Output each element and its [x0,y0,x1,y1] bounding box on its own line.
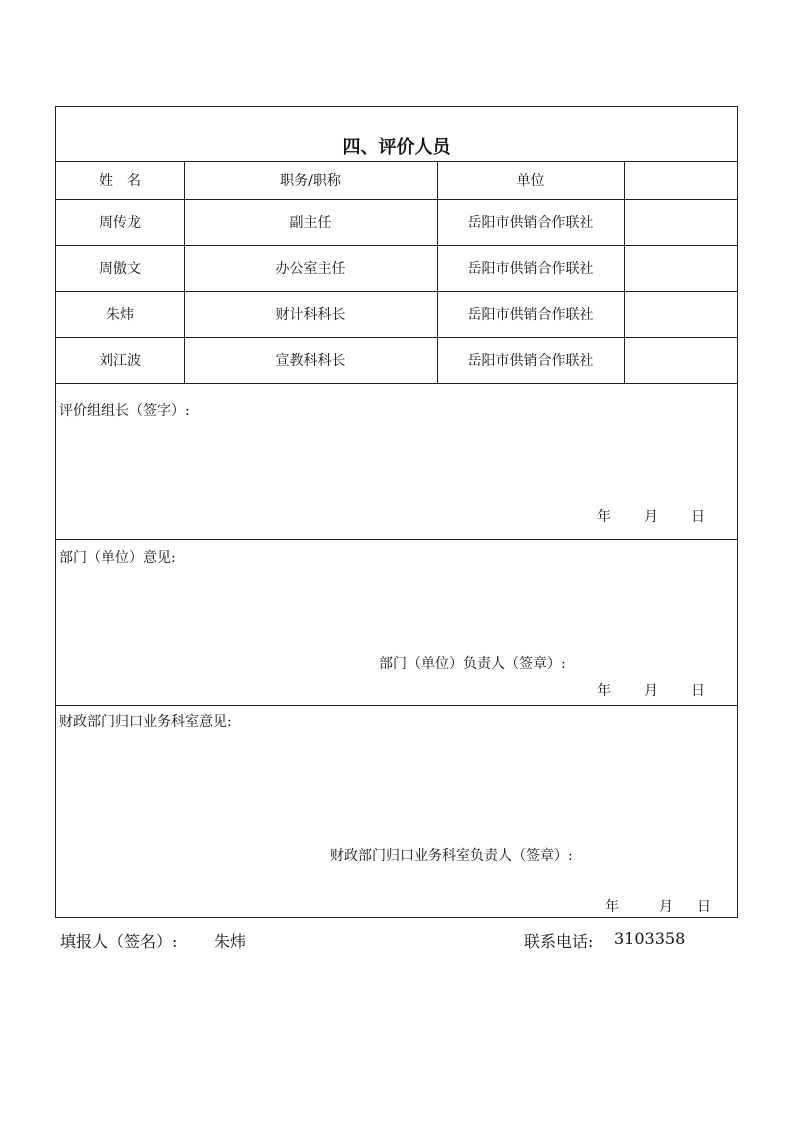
cell-unit: 岳阳市供销合作联社 [467,261,594,277]
cell-extra [624,245,739,291]
dept-date-year: 年 [597,683,611,699]
dept-opinion-label: 部门（单位）意见: [59,550,176,566]
dept-date-day: 日 [691,683,705,699]
leader-sign-label: 评价组组长（签字）: [59,403,190,419]
phone-label: 联系电话: [524,932,594,951]
dept-date-month: 月 [644,683,658,699]
cell-extra [624,337,739,383]
cell-name: 周传龙 [99,215,141,231]
cell-title: 副主任 [289,215,332,231]
cell-unit: 岳阳市供销合作联社 [467,215,594,231]
phone-value: 3103358 [614,929,686,948]
header-title: 职务/职称 [280,173,341,189]
finance-date-year: 年 [605,899,619,915]
evaluation-form [55,106,738,918]
cell-name: 周傲文 [99,261,141,277]
leader-date-day: 日 [691,509,705,525]
cell-unit: 岳阳市供销合作联社 [467,353,594,369]
leader-date-year: 年 [597,509,611,525]
divider [56,705,737,706]
header-extra [624,161,739,199]
divider [56,383,737,384]
dept-sign-label: 部门（单位）负责人（签章）: [379,656,566,672]
finance-opinion-label: 财政部门归口业务科室意见: [59,714,232,730]
filler-label: 填报人（签名）: [60,932,178,951]
header-name: 姓 名 [99,173,141,189]
cell-title: 办公室主任 [275,261,346,277]
finance-date-day: 日 [697,899,711,915]
cell-unit: 岳阳市供销合作联社 [467,307,594,323]
cell-name: 朱炜 [106,307,134,323]
divider [56,539,737,540]
finance-date-month: 月 [659,899,673,915]
finance-sign-label: 财政部门归口业务科室负责人（签章）: [330,848,573,864]
cell-title: 宣教科科长 [275,353,346,369]
leader-date-month: 月 [644,509,658,525]
cell-extra [624,199,739,245]
header-unit: 单位 [516,173,545,189]
cell-title: 财计科科长 [275,307,346,323]
cell-name: 刘江波 [99,353,141,369]
cell-extra [624,291,739,337]
section-title: 四、评价人员 [342,137,451,158]
filler-name: 朱炜 [214,932,247,951]
